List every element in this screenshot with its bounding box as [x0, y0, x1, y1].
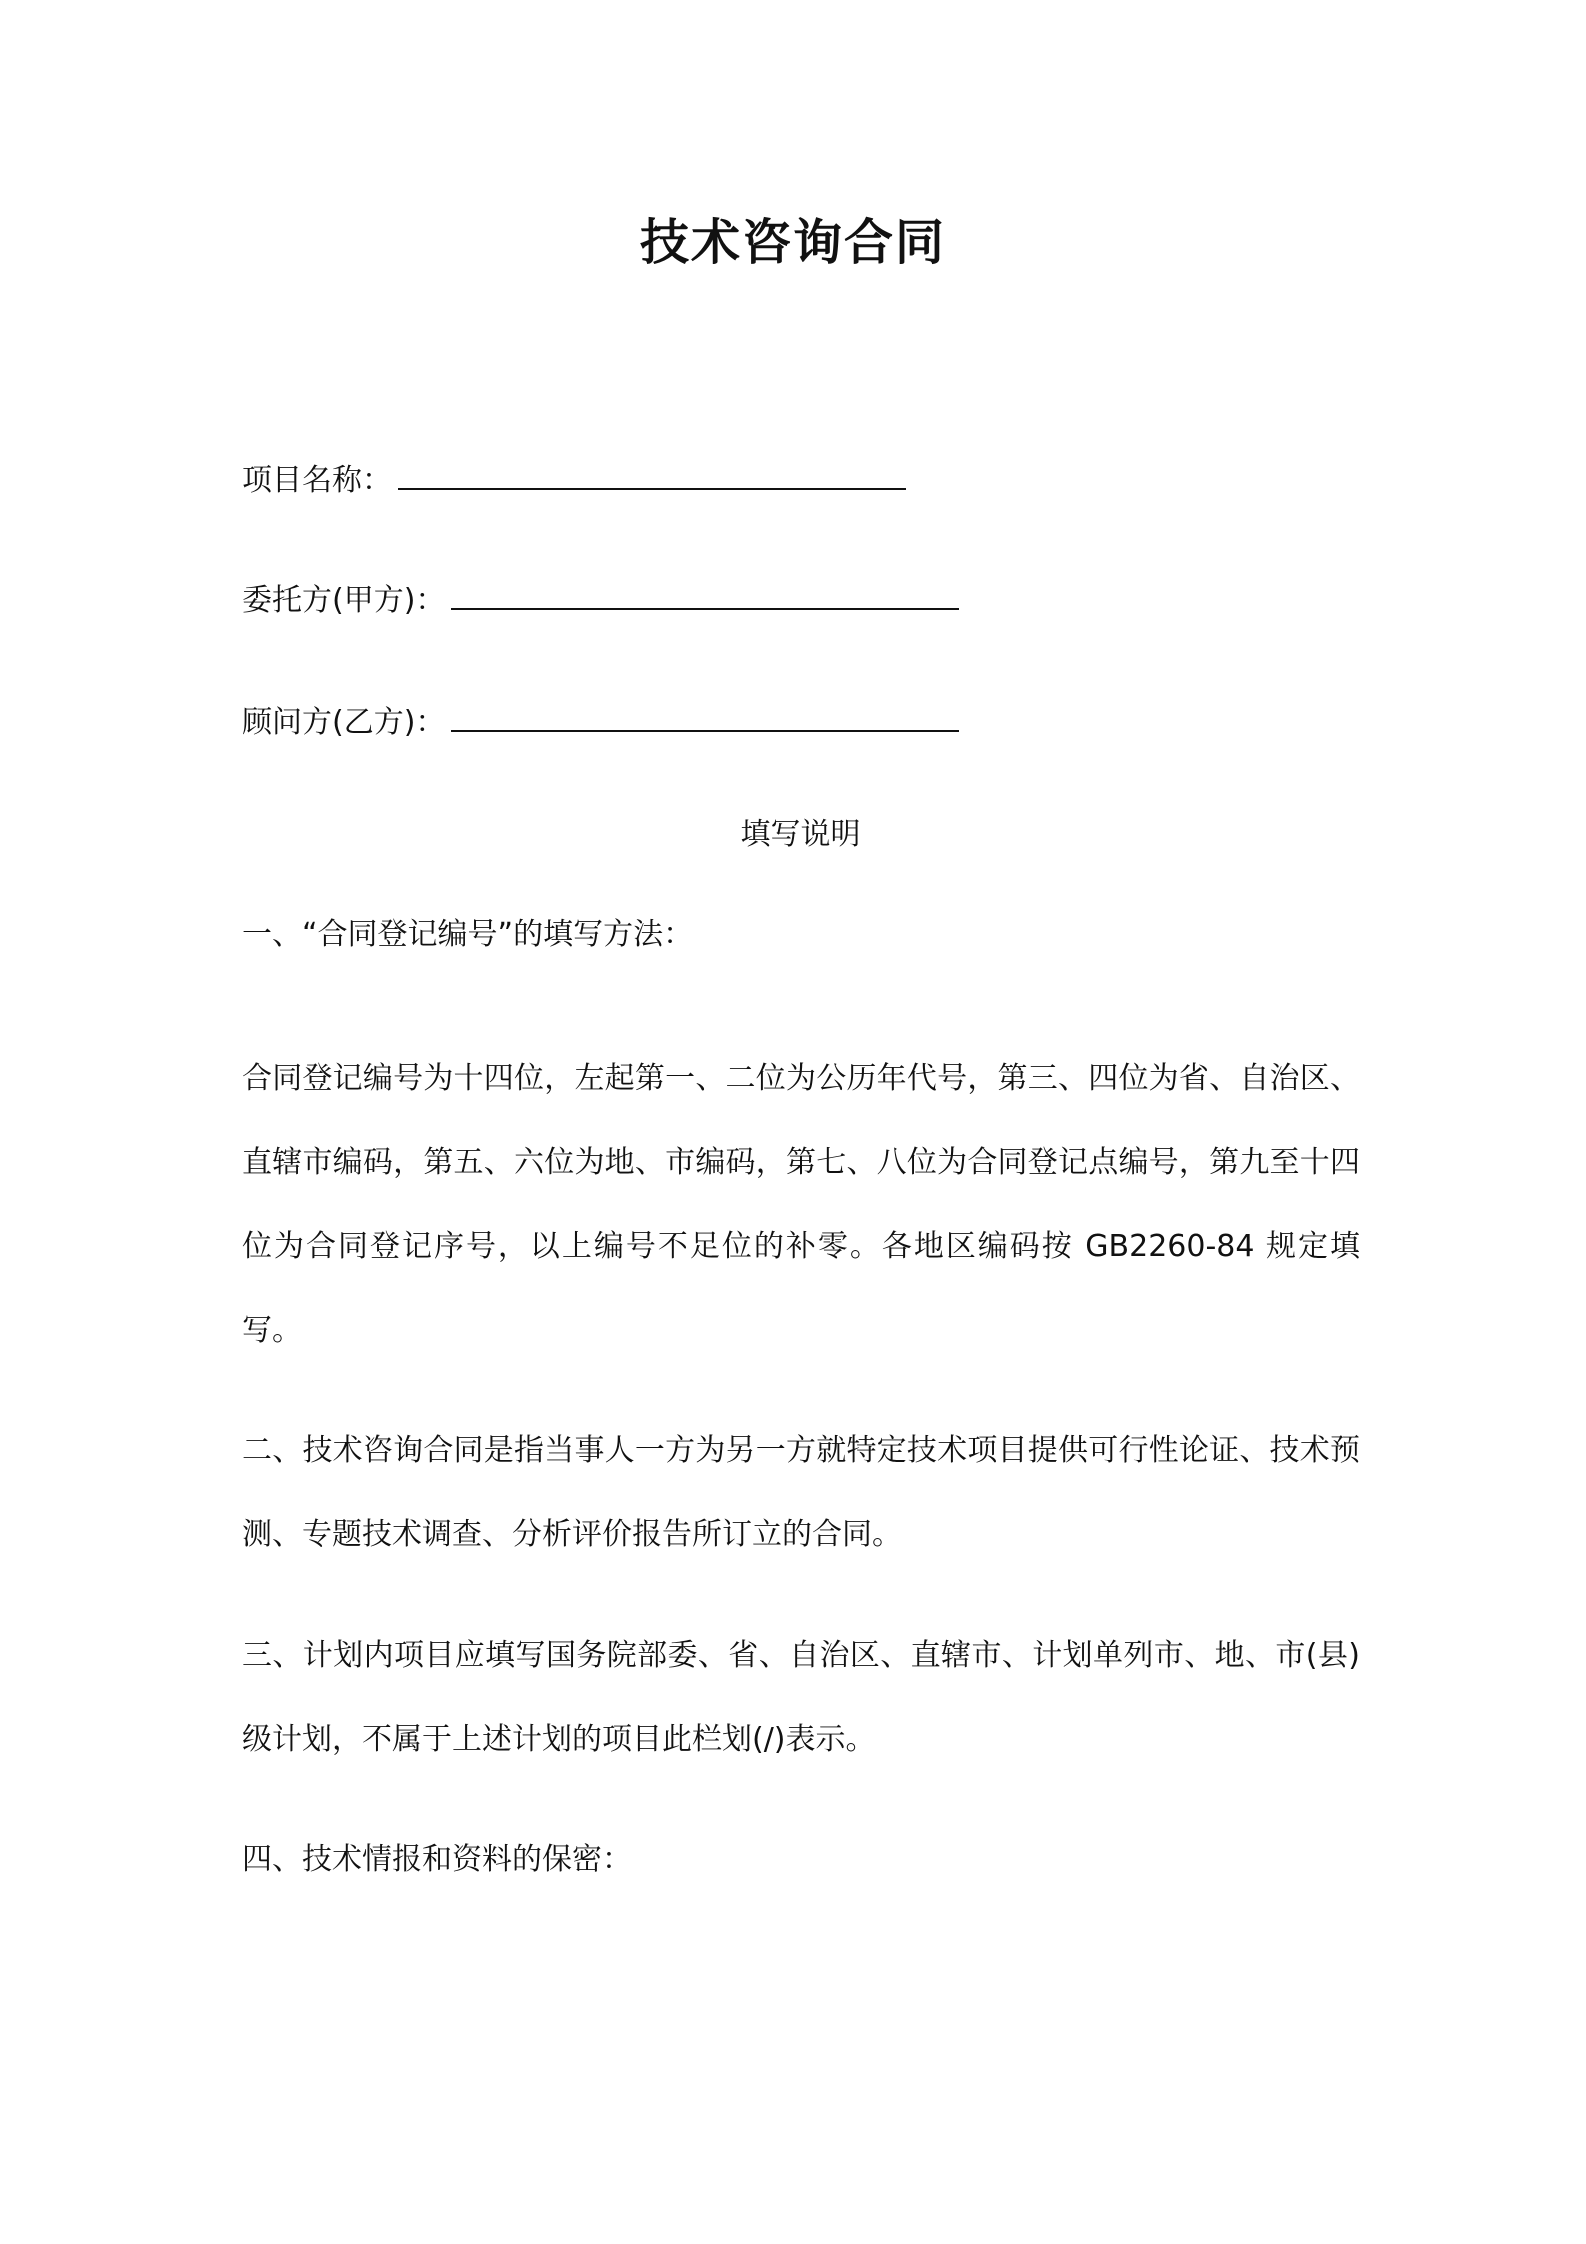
section-2-body: 二、技术咨询合同是指当事人一方为另一方就特定技术项目提供可行性论证、技术预测、专题技术调查、分析评价报告所订立的合同。 [242, 1433, 1360, 1552]
section-1-body: 合同登记编号为十四位，左起第一、二位为公历年代号，第三、四位为省、自治区、直辖市编码，第五、六位为地、市编码，第七、八位为合同登记点编号，第九至十四位为合同登记序号，以上编号不足位的补零。各地区编码按 GB2260-84 规定填写。 [242, 1061, 1360, 1348]
instructions-heading: 填写说明 [740, 817, 861, 852]
section-3-body: 三、计划内项目应填写国务院部委、省、自治区、直辖市、计划单列市、地、市(县)级计划，不属于上述计划的项目此栏划(/)表示。 [242, 1638, 1360, 1757]
project-name-field [242, 458, 906, 501]
section-1-heading: 一、“合同登记编号”的填写方法： [242, 917, 694, 952]
client-label: 委托方(甲方)： [242, 583, 446, 618]
project-name-label: 项目名称： [242, 463, 392, 498]
consultant-blank-line [451, 700, 959, 732]
document-title: 技术咨询合同 [639, 214, 946, 271]
client-blank-line [451, 578, 959, 610]
section-4-heading: 四、技术情报和资料的保密： [242, 1842, 632, 1877]
consultant-label: 顾问方(乙方)： [242, 705, 446, 740]
consultant-field [242, 700, 959, 743]
client-field [242, 578, 959, 621]
project-name-blank-line [398, 458, 906, 490]
